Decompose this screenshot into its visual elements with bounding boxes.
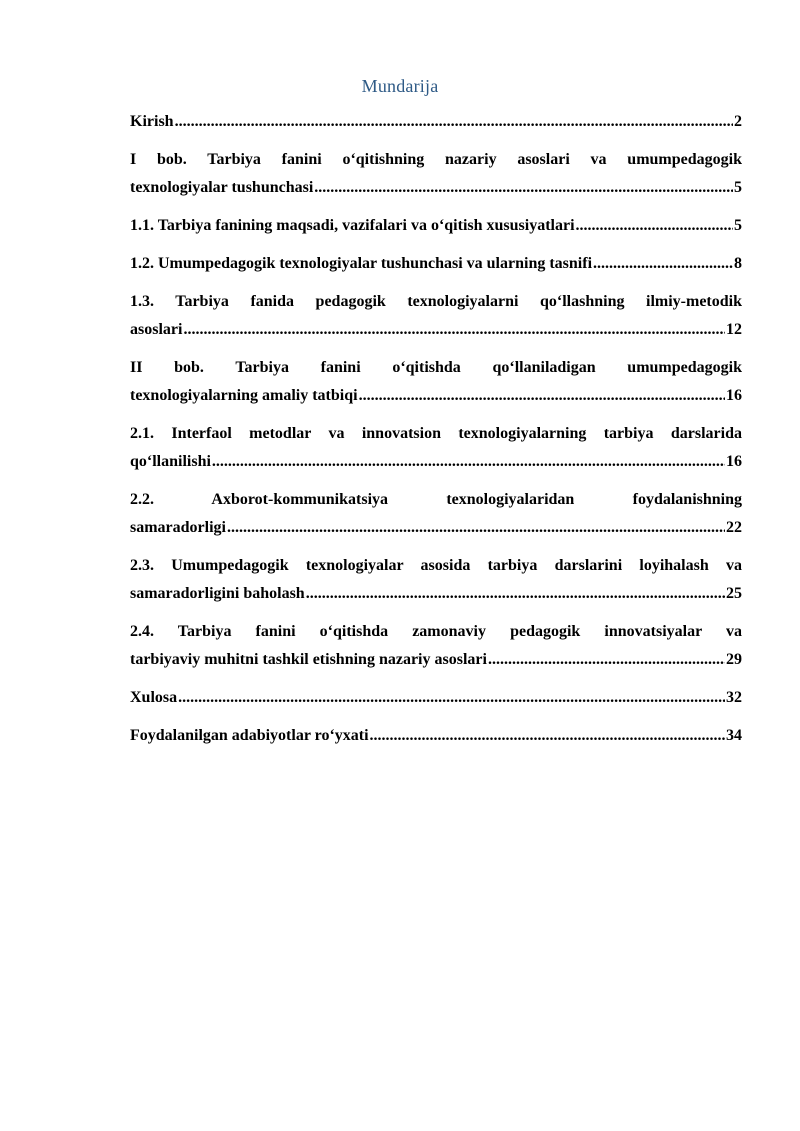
toc-entry-lead: 2.3. Umumpedagogik texnologiyalar asosida tarbiya darslarini loyihalash va [130,557,742,574]
toc-entry-text: tarbiyaviy muhitni tashkil etishning nazariy asoslari [130,651,487,668]
toc-entry-1-1[interactable] [130,212,742,240]
toc-entry-xulosa[interactable] [130,684,742,712]
toc-entry-lead: 2.1. Interfaol metodlar va innovatsion texnologiyalarning tarbiya darslarida [130,425,742,442]
toc-entry-lead: I bob. Tarbiya fanini o‘qitishning nazariy asoslari va umumpedagogik [130,151,742,168]
toc-entry-text: samaradorligi [130,519,226,536]
toc-leader-dots [488,646,725,674]
toc-entry-lead: 2.4. Tarbiya fanini o‘qitishda zamonaviy pedagogik innovatsiyalar va [130,623,742,640]
toc-leader-dots [359,382,725,410]
toc-leader-dots [212,448,725,476]
toc-entry-text: texnologiyalarning amaliy tatbiqi [130,387,358,404]
toc-entry-lead: 2.2. Axborot-kommunikatsiya texnologiyalaridan foydalanishning [130,491,742,508]
toc-page-number: 2 [734,113,742,130]
toc-entry-text: Foydalanilgan adabiyotlar ro‘yxati [130,727,369,744]
toc-entry-text: Xulosa [130,689,178,706]
toc-entry-lead: II bob. Tarbiya fanini o‘qitishda qo‘llaniladigan umumpedagogik [130,359,742,376]
toc-entry-2-1[interactable] [130,420,742,476]
toc-leader-dots [227,514,725,542]
toc-page-number: 16 [726,453,742,470]
toc-leader-dots [175,108,733,136]
toc-entry-text: 1.2. Umumpedagogik texnologiyalar tushunchasi va ularning tasnifi [130,255,593,272]
toc-page-number: 25 [726,585,742,602]
toc-page-number: 16 [726,387,742,404]
toc-page-number: 5 [734,217,742,234]
toc-entry-chapter-1[interactable] [130,146,742,202]
toc-entry-text: Kirish [130,113,174,130]
toc-leader-dots [178,684,725,712]
toc-entry-kirish[interactable] [130,108,742,136]
toc-leader-dots [593,250,733,278]
toc-page-number: 22 [726,519,742,536]
toc-entry-text: qo‘llanilishi [130,453,211,470]
toc-leader-dots [314,174,733,202]
toc-title: Mundarija [361,76,439,96]
toc-entry-text: samaradorligini baholash [130,585,305,602]
toc-page-number: 5 [734,179,742,196]
toc-page-number: 34 [726,727,742,744]
toc-entry-text: asoslari [130,321,183,338]
toc-entry-1-2[interactable] [130,250,742,278]
toc-page-number: 29 [726,651,742,668]
toc-page-number: 8 [734,255,742,272]
toc-entry-text: texnologiyalar tushunchasi [130,179,314,196]
toc-entry-2-4[interactable] [130,618,742,674]
toc-entry-1-3[interactable] [130,288,742,344]
toc-entry-text: 1.1. Tarbiya fanining maqsadi, vazifalari va o‘qitish xususiyatlari [130,217,575,234]
toc-entry-lead: 1.3. Tarbiya fanida pedagogik texnologiyalarni qo‘llashning ilmiy-metodik [130,293,742,310]
toc-entry-2-3[interactable] [130,552,742,608]
toc-leader-dots [370,722,725,750]
toc-page-number: 12 [726,321,742,338]
toc-leader-dots [576,212,733,240]
toc-leader-dots [183,316,725,344]
toc-page-number: 32 [726,689,742,706]
toc-entry-references[interactable] [130,722,742,750]
table-of-contents [130,108,742,750]
toc-entry-2-2[interactable] [130,486,742,542]
toc-entry-chapter-2[interactable] [130,354,742,410]
toc-leader-dots [306,580,725,608]
